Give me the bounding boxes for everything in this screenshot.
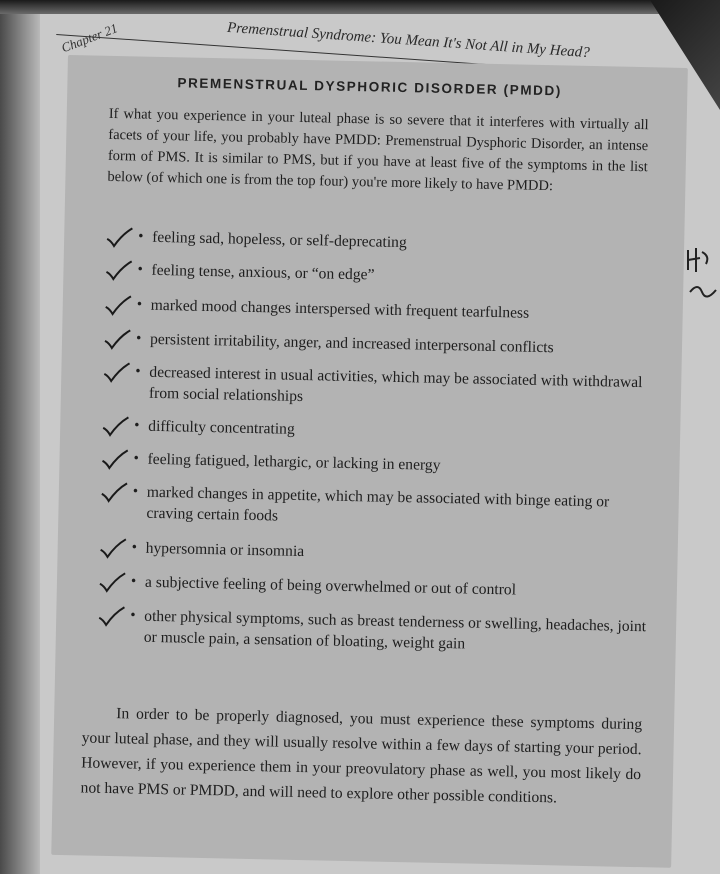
symptom-item bbox=[97, 537, 652, 570]
symptom-text: persistent irritability, anger, and increased interpersonal conflicts bbox=[149, 330, 554, 357]
symptom-text: other physical symptoms, such as breast tenderness or swelling, headaches, joint or muscle pain, a sensation of bloating, weight gain bbox=[143, 607, 647, 653]
bullet: • bbox=[134, 417, 140, 434]
symptom-item bbox=[101, 361, 657, 415]
symptom-text: hypersomnia or insomnia bbox=[145, 539, 305, 561]
symptom-item bbox=[96, 605, 652, 659]
symptom-text: difficulty concentrating bbox=[148, 417, 295, 438]
checkmark-icon bbox=[103, 294, 133, 317]
intro-paragraph: If what you experience in your luteal phase is so severe that it interferes with virtually all facets of your life, you probably have PMDD: Premenstrual Dysphoric Disorder, an intense form of PMS. It is similar to PMS, but if you have at least five of the symptoms in the list below (of which one is from the top four) you're more likely to have PMDD: bbox=[107, 105, 649, 195]
chapter-label: Chapter 21 bbox=[59, 20, 120, 56]
symptom-text: a subjective feeling of being overwhelmed or out of control bbox=[144, 573, 517, 599]
bullet: • bbox=[136, 296, 143, 313]
symptom-text: marked changes in appetite, which may be associated with binge eating or craving certain foods bbox=[146, 483, 610, 525]
bullet: • bbox=[133, 450, 139, 467]
symptom-text: feeling fatigued, lethargic, or lacking in energy bbox=[147, 450, 441, 474]
symptom-list bbox=[96, 226, 660, 659]
checkmark-icon bbox=[103, 259, 133, 282]
bullet: • bbox=[130, 573, 137, 590]
symptom-text: feeling sad, hopeless, or self-deprecating bbox=[152, 228, 407, 252]
bullet: • bbox=[130, 607, 136, 624]
symptom-text: decreased interest in usual activities, which may be associated with withdrawal from social relationships bbox=[148, 363, 643, 405]
symptom-item bbox=[102, 328, 657, 361]
margin-handwriting-icon bbox=[680, 230, 720, 310]
checkmark-icon bbox=[101, 361, 131, 384]
bullet: • bbox=[138, 228, 144, 245]
checkmark-icon bbox=[99, 448, 129, 471]
checkmark-icon bbox=[97, 537, 127, 560]
page-gutter-shadow bbox=[0, 0, 40, 874]
bullet: • bbox=[132, 483, 139, 500]
page-top-edge bbox=[0, 0, 720, 14]
checkmark-icon bbox=[104, 226, 134, 249]
running-title: Premenstrual Syndrome: You Mean It's Not All in My Head? bbox=[226, 19, 591, 62]
symptom-item bbox=[100, 415, 655, 448]
bullet: • bbox=[135, 330, 142, 347]
bullet: • bbox=[135, 363, 141, 380]
checkmark-icon bbox=[100, 415, 130, 438]
pmdd-sidebar-box bbox=[51, 55, 688, 868]
symptom-item bbox=[103, 294, 658, 327]
symptom-item bbox=[103, 259, 658, 292]
box-title: PREMENSTRUAL DYSPHORIC DISORDER (PMDD) bbox=[177, 75, 563, 99]
symptom-item bbox=[99, 448, 654, 481]
symptom-item bbox=[104, 226, 659, 259]
checkmark-icon bbox=[97, 571, 127, 594]
checkmark-icon bbox=[99, 481, 129, 504]
bullet: • bbox=[137, 261, 143, 278]
bullet: • bbox=[131, 539, 138, 556]
closing-paragraph: In order to be properly diagnosed, you must experience these symptoms during your luteal phase, and they will usually resolve within a few days of starting your period. However, if you experience them in your preovulatory phase as well, you most likely do not have PMS or PMDD, and will need to explore other possible conditions. bbox=[80, 705, 643, 807]
symptom-item bbox=[97, 571, 652, 604]
symptom-text: feeling tense, anxious, or “on edge” bbox=[151, 261, 375, 284]
symptom-text: marked mood changes interspersed with frequent tearfulness bbox=[150, 296, 530, 322]
checkmark-icon bbox=[96, 605, 126, 628]
checkmark-icon bbox=[102, 328, 132, 351]
symptom-item bbox=[98, 481, 654, 535]
